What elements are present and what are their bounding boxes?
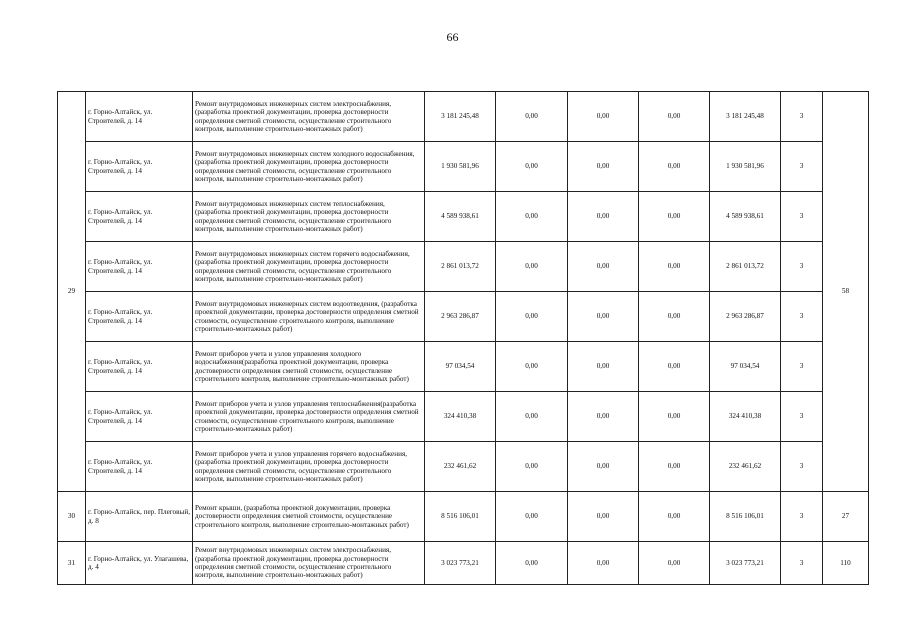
work-description-cell: Ремонт приборов учета и узлов управления горячего водоснабжения, (разработка проектной документации, проверка достоверности определения сметной стоимости, осуществление строительного контроля, выполнение строительно-монтажных работ) — [193, 442, 425, 492]
value-cell-1: 0,00 — [496, 142, 568, 192]
years-cell: 3 — [781, 242, 823, 292]
value-cell-1: 0,00 — [496, 542, 568, 585]
table-row — [58, 242, 869, 292]
value-cell-2: 0,00 — [568, 442, 639, 492]
cost-cell: 2 861 013,72 — [425, 242, 496, 292]
group-total-cell: 27 — [823, 492, 869, 542]
group-total-cell: 58 — [823, 92, 869, 492]
work-description-cell: Ремонт внутридомовых инженерных систем холодного водоснабжения, (разработка проектной документации, проверка достоверности определения сметной стоимости, осуществление строительного контроля, выполнение строительно-монтажных работ) — [193, 142, 425, 192]
value-cell-4: 1 930 581,96 — [710, 142, 781, 192]
value-cell-3: 0,00 — [639, 492, 710, 542]
address-cell: г. Горно-Алтайск, ул. Строителей, д. 14 — [86, 192, 193, 242]
years-cell: 3 — [781, 442, 823, 492]
value-cell-1: 0,00 — [496, 92, 568, 142]
value-cell-3: 0,00 — [639, 142, 710, 192]
value-cell-4: 324 410,38 — [710, 392, 781, 442]
value-cell-1: 0,00 — [496, 192, 568, 242]
value-cell-1: 0,00 — [496, 342, 568, 392]
cost-cell: 97 034,54 — [425, 342, 496, 392]
value-cell-2: 0,00 — [568, 542, 639, 585]
value-cell-4: 232 461,62 — [710, 442, 781, 492]
work-description-cell: Ремонт внутридомовых инженерных систем электроснабжения, (разработка проектной документации, проверка достоверности определения сметной стоимости, осуществление строительного контроля, выполнение строительно-монтажных работ) — [193, 542, 425, 585]
table-row — [58, 292, 869, 342]
cost-cell: 2 963 286,87 — [425, 292, 496, 342]
object-number-cell: 29 — [58, 92, 86, 492]
value-cell-1: 0,00 — [496, 392, 568, 442]
value-cell-4: 4 589 938,61 — [710, 192, 781, 242]
years-cell: 3 — [781, 542, 823, 585]
value-cell-3: 0,00 — [639, 542, 710, 585]
value-cell-3: 0,00 — [639, 442, 710, 492]
work-description-cell: Ремонт крыши, (разработка проектной документации, проверка достоверности определения сметной стоимости, осуществление строительного контроля, выполнение строительно-монтажных работ) — [193, 492, 425, 542]
value-cell-2: 0,00 — [568, 342, 639, 392]
address-cell: г. Горно-Алтайск, ул. Строителей, д. 14 — [86, 342, 193, 392]
cost-cell: 3 181 245,48 — [425, 92, 496, 142]
registry-table — [57, 91, 869, 585]
years-cell: 3 — [781, 192, 823, 242]
value-cell-3: 0,00 — [639, 292, 710, 342]
registry-body — [58, 92, 869, 585]
address-cell: г. Горно-Алтайск, ул. Строителей, д. 14 — [86, 442, 193, 492]
work-description-cell: Ремонт внутридомовых инженерных систем теплоснабжения, (разработка проектной документации, проверка достоверности определения сметной стоимости, осуществление строительного контроля, выполнение строительно-монтажных работ) — [193, 192, 425, 242]
value-cell-4: 2 861 013,72 — [710, 242, 781, 292]
value-cell-1: 0,00 — [496, 442, 568, 492]
work-description-cell: Ремонт приборов учета и узлов управления холодного водоснабжения(разработка проектной документации, проверка достоверности определения сметной стоимости, осуществление строительного контроля, выполнение строительно-монтажных работ) — [193, 342, 425, 392]
work-description-cell: Ремонт внутридомовых инженерных систем водоотведения, (разработка проектной документации, проверка достоверности определения сметной стоимости, осуществление строительного контроля, выполнение строительно-монтажных работ) — [193, 292, 425, 342]
object-number-cell: 31 — [58, 542, 86, 585]
value-cell-2: 0,00 — [568, 242, 639, 292]
value-cell-3: 0,00 — [639, 242, 710, 292]
table-row — [58, 392, 869, 442]
cost-cell: 324 410,38 — [425, 392, 496, 442]
value-cell-3: 0,00 — [639, 192, 710, 242]
value-cell-1: 0,00 — [496, 492, 568, 542]
value-cell-3: 0,00 — [639, 92, 710, 142]
table-row — [58, 342, 869, 392]
work-description-cell: Ремонт внутридомовых инженерных систем горячего водоснабжения, (разработка проектной документации, проверка достоверности определения сметной стоимости, осуществление строительного контроля, выполнение строительно-монтажных работ) — [193, 242, 425, 292]
address-cell: г. Горно-Алтайск, ул. Строителей, д. 14 — [86, 242, 193, 292]
cost-cell: 4 589 938,61 — [425, 192, 496, 242]
value-cell-1: 0,00 — [496, 292, 568, 342]
years-cell: 3 — [781, 142, 823, 192]
years-cell: 3 — [781, 392, 823, 442]
years-cell: 3 — [781, 292, 823, 342]
value-cell-2: 0,00 — [568, 292, 639, 342]
value-cell-4: 3 023 773,21 — [710, 542, 781, 585]
table-row — [58, 492, 869, 542]
group-total-cell: 110 — [823, 542, 869, 585]
address-cell: г. Горно-Алтайск, ул. Строителей, д. 14 — [86, 392, 193, 442]
table-row — [58, 542, 869, 585]
years-cell: 3 — [781, 492, 823, 542]
value-cell-4: 8 516 106,01 — [710, 492, 781, 542]
cost-cell: 3 023 773,21 — [425, 542, 496, 585]
table-row — [58, 92, 869, 142]
page-number: 66 — [446, 30, 459, 44]
value-cell-2: 0,00 — [568, 92, 639, 142]
cost-cell: 232 461,62 — [425, 442, 496, 492]
address-cell: г. Горно-Алтайск, ул. Строителей, д. 14 — [86, 142, 193, 192]
address-cell: г. Горно-Алтайск, ул. Строителей, д. 14 — [86, 92, 193, 142]
value-cell-3: 0,00 — [639, 392, 710, 442]
table-row — [58, 142, 869, 192]
value-cell-1: 0,00 — [496, 242, 568, 292]
table-row — [58, 442, 869, 492]
address-cell: г. Горно-Алтайск, ул. Строителей, д. 14 — [86, 292, 193, 342]
value-cell-2: 0,00 — [568, 492, 639, 542]
years-cell: 3 — [781, 92, 823, 142]
address-cell: г. Горно-Алтайск, пер. Плеговый, д. 8 — [86, 492, 193, 542]
table-row — [58, 192, 869, 242]
cost-cell: 1 930 581,96 — [425, 142, 496, 192]
value-cell-4: 97 034,54 — [710, 342, 781, 392]
value-cell-4: 3 181 245,48 — [710, 92, 781, 142]
value-cell-2: 0,00 — [568, 392, 639, 442]
work-description-cell: Ремонт приборов учета и узлов управления теплоснабжения(разработка проектной документации, проверка достоверности определения сметной стоимости, осуществление строительного контроля, выполнение строительно-монтажных работ) — [193, 392, 425, 442]
value-cell-3: 0,00 — [639, 342, 710, 392]
value-cell-4: 2 963 286,87 — [710, 292, 781, 342]
cost-cell: 8 516 106,01 — [425, 492, 496, 542]
value-cell-2: 0,00 — [568, 192, 639, 242]
value-cell-2: 0,00 — [568, 142, 639, 192]
address-cell: г. Горно-Алтайск, ул. Улагашева, д. 4 — [86, 542, 193, 585]
years-cell: 3 — [781, 342, 823, 392]
work-description-cell: Ремонт внутридомовых инженерных систем электроснабжения, (разработка проектной документации, проверка достоверности определения сметной стоимости, осуществление строительного контроля, выполнение строительно-монтажных работ) — [193, 92, 425, 142]
object-number-cell: 30 — [58, 492, 86, 542]
